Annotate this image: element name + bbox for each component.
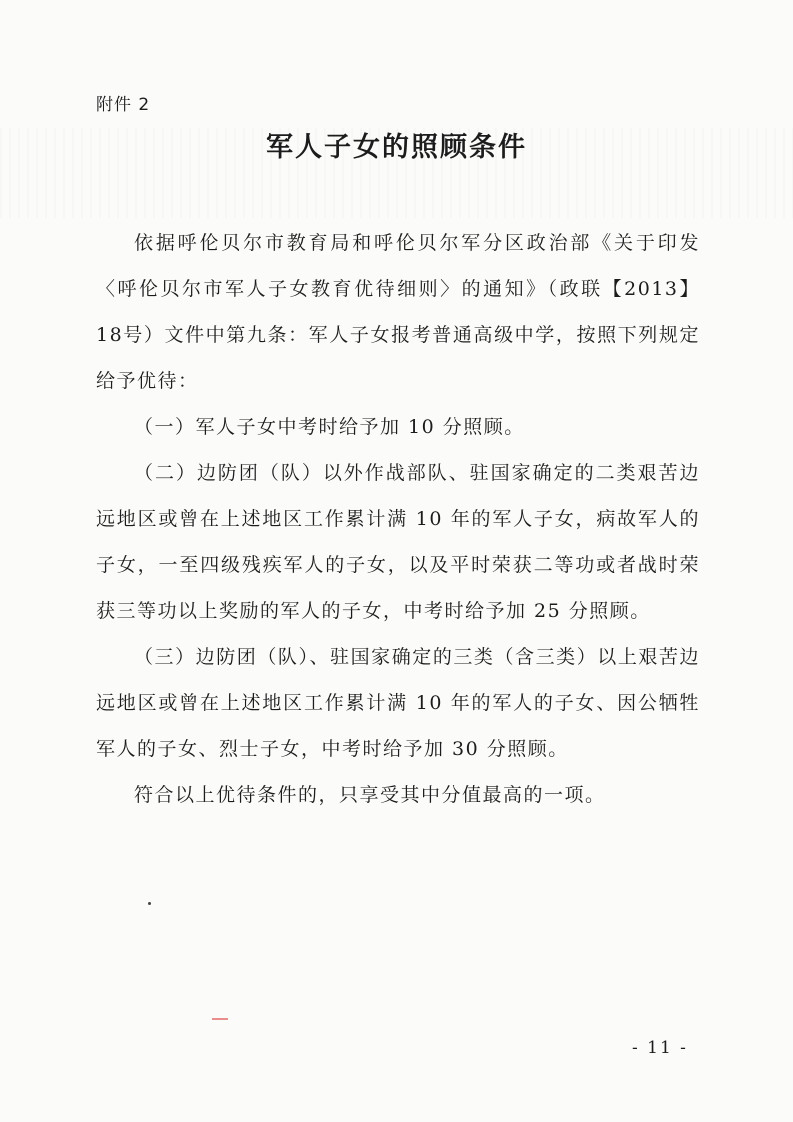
document-title: 军人子女的照顾条件 [266, 132, 527, 163]
paragraph-item-3: （三）边防团（队）、驻国家确定的三类（含三类）以上艰苦边远地区或曾在上述地区工作累计满 10 年的军人的子女、因公牺牲军人的子女、烈士子女，中考时给予加 30 分照顾。 [96, 646, 700, 760]
paragraph-item-1: （一）军人子女中考时给予加 10 分照顾。 [134, 416, 525, 438]
red-mark [212, 1018, 228, 1020]
paragraph-item-2: （二）边防团（队）以外作战部队、驻国家确定的二类艰苦边远地区或曾在上述地区工作累计满 10 年的军人子女，病故军人的子女，一至四级残疾军人的子女，以及平时荣获二等功或者战时荣获三等功以上奖励的军人的子女，中考时给予加 25 分照顾。 [96, 462, 700, 622]
attachment-label: 附件 2 [96, 95, 151, 115]
paragraph-intro: 依据呼伦贝尔市教育局和呼伦贝尔军分区政治部《关于印发〈呼伦贝尔市军人子女教育优待细则〉的通知》（政联【2013】18号）文件中第九条：军人子女报考普通高级中学，按照下列规定给予优待： [96, 232, 700, 392]
document-body [96, 220, 700, 818]
scan-speck [148, 902, 151, 905]
page-number: - 11 - [632, 1038, 688, 1058]
paragraph-conclusion: 符合以上优待条件的，只享受其中分值最高的一项。 [134, 784, 606, 806]
